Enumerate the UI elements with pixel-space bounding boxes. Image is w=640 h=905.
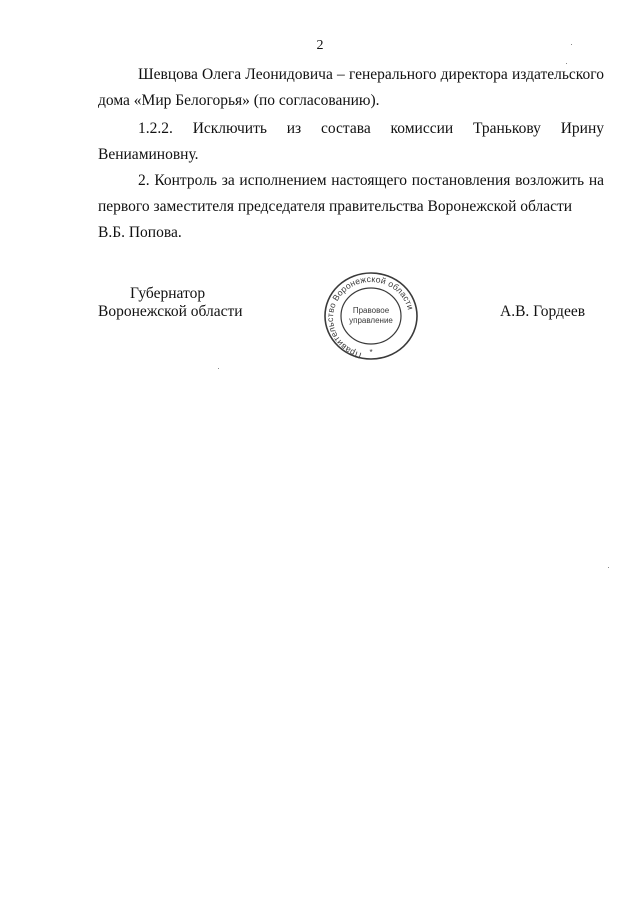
paragraph-2-rest: Вениаминовну. (98, 146, 199, 163)
paragraph-3-first-line: 2. Контроль за исполнением настоящего постановления возложить на (138, 172, 604, 189)
signature-name: А.В. Гордеев (500, 303, 586, 320)
stamp-outer-textpath: Правительство Воронежской области (324, 273, 416, 361)
scan-speck (608, 567, 609, 568)
paragraph-1-first-line: Шевцова Олега Леонидовича – генерального директора издательского (138, 66, 604, 83)
signature-title (98, 285, 243, 321)
paragraph-3-rest: первого заместителя председателя правительства Воронежской области В.Б. Попова. (98, 198, 573, 241)
stamp-star: * (369, 348, 373, 357)
signature-title-line-2: Воронежской области (98, 303, 243, 320)
official-stamp (323, 271, 419, 361)
page-number: 2 (316, 38, 324, 53)
paragraph-2 (98, 116, 604, 168)
scan-speck (571, 44, 572, 45)
paragraph-1-rest: дома «Мир Белогорья» (по согласованию). (98, 92, 380, 109)
scan-speck (218, 368, 219, 369)
paragraph-1 (98, 62, 604, 114)
scan-speck (566, 63, 567, 64)
paragraph-3 (98, 168, 604, 246)
stamp-inner-line-2: управление (349, 316, 393, 325)
stamp-inner-line-1: Правовое (352, 306, 390, 315)
paragraph-2-first-line: 1.2.2. Исключить из состава комиссии Транькову Ирину (138, 120, 604, 137)
signature-title-line-1: Губернатор (130, 285, 206, 302)
